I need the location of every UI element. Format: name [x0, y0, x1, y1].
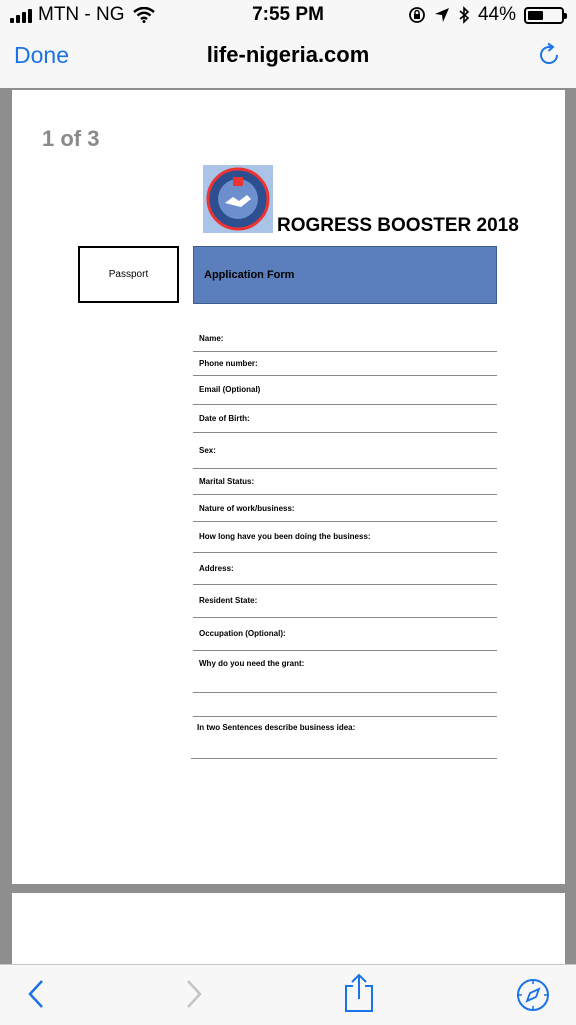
reload-button[interactable]	[536, 42, 562, 68]
page-title: life-nigeria.com	[206, 42, 370, 67]
done-button[interactable]: Done	[14, 42, 69, 68]
form-field-sex: Sex:	[193, 433, 497, 469]
form-field-email: Email (Optional)	[193, 376, 497, 405]
form-field-grant-reason-line	[193, 693, 497, 717]
passport-box	[78, 246, 179, 303]
orientation-lock-icon	[408, 6, 426, 24]
bottom-toolbar	[0, 964, 576, 1025]
form-field-name: Name:	[193, 328, 497, 352]
forward-button[interactable]	[184, 979, 204, 1009]
status-bar	[0, 0, 576, 32]
back-button[interactable]	[26, 979, 46, 1009]
brand-title: ROGRESS BOOSTER 2018	[277, 215, 519, 236]
bluetooth-icon	[458, 6, 470, 24]
nav-bar	[0, 32, 576, 88]
safari-compass-button[interactable]	[515, 977, 551, 1013]
progress-booster-logo	[203, 165, 273, 233]
pdf-page-next[interactable]	[12, 893, 565, 973]
form-field-phone: Phone number:	[193, 352, 497, 376]
battery-icon	[524, 7, 564, 24]
form-field-occupation: Occupation (Optional):	[193, 618, 497, 651]
form-field-address: Address:	[193, 553, 497, 585]
form-field-resident-state: Resident State:	[193, 585, 497, 618]
carrier-label: MTN - NG	[38, 4, 125, 25]
form-field-business-duration: How long have you been doing the business:	[193, 522, 497, 553]
status-right	[408, 4, 564, 26]
form-field-dob: Date of Birth:	[193, 405, 497, 433]
application-form-label: Application Form	[204, 269, 295, 281]
page-counter: 1 of 3	[42, 126, 100, 151]
status-time: 7:55 PM	[252, 4, 324, 25]
form-field-grant-reason: Why do you need the grant:	[193, 651, 497, 693]
battery-percent: 44%	[477, 4, 516, 25]
form-field-marital-status: Marital Status:	[193, 469, 497, 495]
application-form-header	[193, 246, 497, 304]
share-button[interactable]	[343, 973, 375, 1013]
form-field-nature-of-work: Nature of work/business:	[193, 495, 497, 522]
passport-label: Passport	[108, 269, 149, 280]
form-field-business-idea: In two Sentences describe business idea:	[191, 717, 497, 759]
location-icon	[434, 7, 450, 23]
